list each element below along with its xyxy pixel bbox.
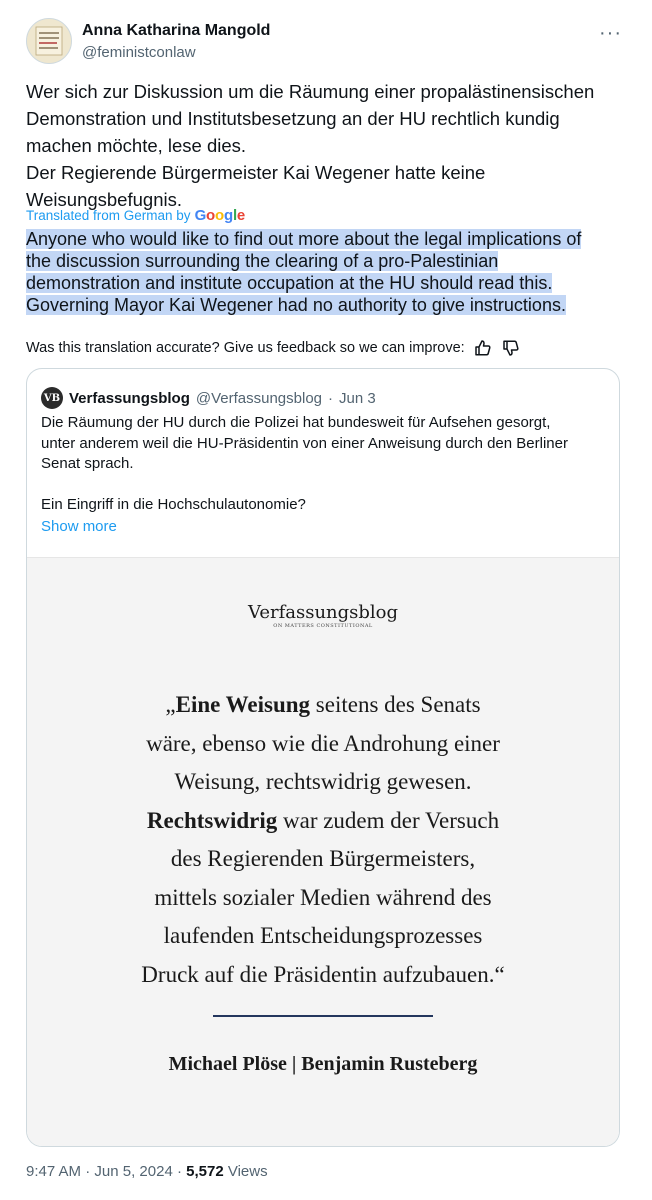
image-authors: Michael Plöse | Benjamin Rusteberg — [168, 1053, 478, 1075]
translation-feedback — [26, 338, 521, 358]
thumbs-down-icon[interactable] — [501, 338, 521, 358]
image-quote-text: „Eine Weisung seitens des Senats wäre, ebenso wie die Androhung einer Weisung, rechtswidrig gewesen. Rechtswidrig war zudem der Versuch des Regierenden Bürgermeisters, mittels sozialer Medien während des laufenden Entscheidungsprozesses Druck auf die Präsidentin aufzubauen.“ — [141, 692, 505, 987]
google-logo: Google — [194, 207, 246, 224]
verfassungsblog-logo: Verfassungsblog — [247, 602, 399, 623]
separator-dot: · — [85, 1163, 91, 1180]
author-name[interactable]: Anna Katharina Mangold — [82, 22, 271, 39]
tweet-date[interactable]: Jun 5, 2024 — [94, 1163, 173, 1180]
translated-from-label[interactable]: Translated from German by — [26, 208, 191, 223]
quoted-author-avatar: VB — [41, 387, 63, 409]
translated-text — [26, 228, 620, 316]
views-label: Views — [227, 1163, 268, 1180]
avatar-image — [27, 19, 71, 63]
divider-rule — [213, 1015, 433, 1017]
translation-line: the discussion surrounding the clearing of a pro-Palestinian — [26, 251, 499, 271]
translation-line: Governing Mayor Kai Wegener had no authority to give instructions. — [26, 295, 566, 315]
tweet-time[interactable]: 9:47 AM — [26, 1163, 82, 1180]
feedback-prompt: Was this translation accurate? Give us feedback so we can improve: — [26, 340, 465, 356]
quoted-tweet-text: Die Räumung der HU durch die Polizei hat bundesweit für Aufsehen gesorgt, unter anderem weil die HU-Präsidentin von einer Anweisung durch den Berliner Senat sprach. Ein Eingriff in die Hochschulautonomie? — [41, 414, 568, 513]
author-avatar[interactable] — [26, 18, 72, 64]
thumbs-up-icon[interactable] — [473, 338, 493, 358]
separator-dot: · — [176, 1163, 182, 1180]
views-count: 5,572 — [186, 1163, 224, 1180]
tweet-text: Wer sich zur Diskussion um die Räumung einer propalästinensischen Demonstration und Institutsbesetzung an der HU rechtlich kundig machen möchte, lese dies. Der Regierende Bürgermeister Kai Wegener hatte keine Weisungsbefugnis. — [26, 81, 595, 210]
translation-line: Anyone who would like to find out more about the legal implications of — [26, 229, 582, 249]
quoted-media-image[interactable] — [27, 557, 619, 1147]
quoted-tweet[interactable] — [26, 368, 620, 1147]
show-more-link[interactable]: Show more — [41, 518, 117, 535]
quoted-author-handle: @Verfassungsblog — [195, 389, 323, 407]
author-handle[interactable]: @feministconlaw — [82, 44, 196, 61]
quoted-tweet-header — [41, 387, 376, 409]
translation-attribution — [26, 207, 245, 224]
more-options-icon[interactable]: ··· — [599, 22, 622, 44]
tweet-header — [26, 18, 626, 72]
quoted-author-name: Verfassungsblog — [69, 389, 190, 407]
logo-subtitle: ON MATTERS CONSTITUTIONAL — [273, 623, 373, 629]
quoted-date: Jun 3 — [339, 389, 376, 407]
separator-dot: · — [328, 389, 334, 407]
tweet-footer — [26, 1163, 268, 1180]
translation-line: demonstration and institute occupation at the HU should read this. — [26, 273, 553, 293]
